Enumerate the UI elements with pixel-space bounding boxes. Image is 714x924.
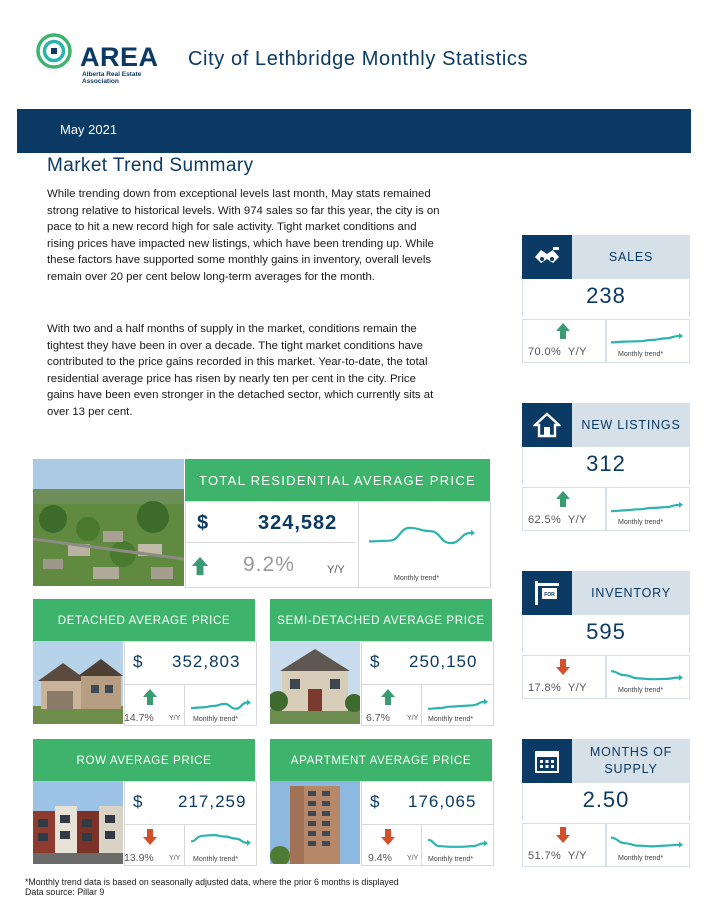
detached-house-photo: [33, 641, 123, 724]
trend-label: Monthly trend*: [618, 519, 664, 526]
trend-line: [611, 336, 679, 342]
trend-label: Monthly trend*: [618, 687, 664, 694]
up-arrow-icon: [192, 556, 208, 576]
trend-arrowhead: [484, 840, 488, 846]
trend-arrowhead: [679, 502, 683, 508]
handshake-icon: [533, 243, 561, 271]
down-arrow-icon: [381, 829, 395, 845]
down-arrow-icon: [556, 659, 570, 675]
trend-arrowhead: [679, 675, 683, 681]
footnote-trend-note: *Monthly trend data is based on seasonally adjusted data, where the prior 6 months is displayed: [25, 877, 399, 887]
trend-line: [428, 702, 484, 709]
logo-subtitle-line2: Association: [82, 78, 119, 85]
currency-symbol: $: [197, 512, 209, 534]
detached-price: 352,803: [172, 652, 241, 671]
apartment-price: 176,065: [408, 792, 477, 811]
trend-arrowhead: [247, 700, 251, 706]
stat-label: SALES: [572, 235, 690, 279]
for-sale-sign-icon: [533, 579, 561, 607]
calendar-icon: [533, 747, 561, 775]
currency-symbol: $: [133, 792, 143, 811]
trend-line: [611, 838, 679, 847]
stat-card-inventory: [522, 571, 690, 699]
semi-detached-house-photo: [270, 641, 360, 724]
currency-symbol: $: [133, 652, 143, 671]
trend-label: Monthly trend*: [193, 716, 239, 723]
trend-label: Monthly trend*: [193, 856, 239, 863]
divider: [186, 542, 356, 543]
trend-arrowhead: [484, 699, 488, 705]
yy-label: Y/Y: [169, 855, 181, 862]
section-title: Market Trend Summary: [47, 155, 254, 176]
new-listings-trend-sparkline: [608, 497, 686, 519]
summary-paragraph-2: With two and a half months of supply in the market, conditions remain the tightest they have been in over a decade. The tight market conditions have contributed to the price gains recorded in this market. Year-to-date, the total residential average price has risen by nearly ten per cent in the city. Price gains have been even stronger in the detached sector, which currently sits at over 13 per cent.: [47, 323, 434, 418]
semi-detached-title: SEMI-DETACHED AVERAGE PRICE: [270, 599, 492, 641]
trend-label: Monthly trend*: [618, 855, 664, 862]
apartment-change: 9.4%: [368, 852, 392, 864]
logo-wordmark: AREA: [80, 42, 159, 72]
stat-change-value: 70.0%: [528, 346, 562, 358]
footnote-data-source: Data source: Pillar 9: [25, 887, 105, 897]
detached-trend-sparkline: [188, 696, 254, 716]
trend-arrowhead: [471, 530, 475, 536]
detached-change: 14.7%: [124, 712, 154, 724]
stat-label: MONTHS OF SUPPLY: [572, 739, 690, 783]
trend-arrowhead: [679, 842, 683, 848]
up-arrow-icon: [556, 323, 570, 339]
row-price: 217,259: [178, 792, 247, 811]
yy-label: Y/Y: [169, 715, 181, 722]
stat-icon-box: [522, 235, 572, 279]
inventory-trend-sparkline: [608, 665, 686, 687]
trend-line: [611, 505, 679, 511]
stat-label: NEW LISTINGS: [572, 403, 690, 447]
sales-trend-sparkline: [608, 329, 686, 351]
up-arrow-icon: [381, 689, 395, 705]
trend-label: Monthly trend*: [428, 856, 474, 863]
report-date: May 2021: [60, 122, 118, 137]
yy-label: Y/Y: [407, 715, 419, 722]
total-residential-title: TOTAL RESIDENTIAL AVERAGE PRICE: [185, 459, 490, 501]
semi-detached-change: 6.7%: [366, 712, 390, 724]
row-trend-sparkline: [188, 830, 254, 850]
summary-paragraph-1: While trending down from exceptional levels last month, May stats remained strong relative to historical levels. With 974 sales so far this year, the city is on pace to hit a new record high for sale activity. Tight market conditions and rising prices have impacted new listings, which have been trending up. While these factors have supported some monthly gains in inventory, overall levels remain over 20 per cent below long-term averages for the month.: [47, 188, 440, 283]
stat-value: 312: [586, 451, 626, 476]
stat-card-months-of-supply: [522, 739, 690, 867]
trend-line: [428, 840, 484, 847]
stat-value: 2.50: [582, 787, 630, 812]
semi-detached-price: 250,150: [409, 652, 478, 671]
semi-detached-trend-sparkline: [425, 696, 491, 716]
stat-label: INVENTORY: [572, 571, 690, 615]
stat-change: [528, 346, 587, 358]
stat-change-value: 62.5%: [528, 514, 562, 526]
total-residential-trend-sparkline: [366, 518, 478, 558]
logo-subtitle: [82, 71, 152, 85]
trend-line: [611, 671, 679, 679]
trend-label: Monthly trend*: [428, 716, 474, 723]
currency-symbol: $: [370, 792, 380, 811]
date-banner: [17, 109, 691, 153]
apartment-trend-sparkline: [425, 834, 491, 854]
trend-label: Monthly trend*: [618, 351, 664, 358]
row-title: ROW AVERAGE PRICE: [33, 739, 255, 781]
trend-line: [191, 835, 247, 843]
logo-subtitle-line1: Alberta Real Estate: [82, 71, 142, 78]
stat-change: [528, 514, 587, 526]
stat-icon-box: [522, 571, 572, 615]
detached-title: DETACHED AVERAGE PRICE: [33, 599, 255, 641]
trend-line: [191, 703, 247, 709]
area-logo-icon: [36, 33, 72, 69]
aerial-neighbourhood-photo: [33, 459, 184, 586]
total-residential-change: 9.2%: [243, 553, 295, 576]
trend-arrowhead: [679, 333, 683, 339]
house-icon: [533, 411, 561, 439]
down-arrow-icon: [556, 827, 570, 843]
currency-symbol: $: [370, 652, 380, 671]
row-change: 13.9%: [124, 852, 154, 864]
stat-yy-label: Y/Y: [567, 346, 587, 358]
trend-arrowhead: [247, 840, 251, 846]
stat-icon-box: [522, 739, 572, 783]
apartment-title: APARTMENT AVERAGE PRICE: [270, 739, 492, 781]
yy-label: Y/Y: [407, 855, 419, 862]
up-arrow-icon: [143, 689, 157, 705]
stat-change-value: 17.8%: [528, 682, 562, 694]
footnote: [25, 877, 399, 897]
trend-label: Monthly trend*: [394, 575, 440, 582]
document-title: City of Lethbridge Monthly Statistics: [188, 48, 529, 70]
total-residential-price: 324,582: [258, 512, 338, 534]
stat-yy-label: Y/Y: [567, 682, 587, 694]
stat-change: [528, 682, 587, 694]
stat-yy-label: Y/Y: [567, 850, 587, 862]
down-arrow-icon: [143, 829, 157, 845]
up-arrow-icon: [556, 491, 570, 507]
trend-line: [369, 528, 471, 543]
stat-value: 595: [586, 619, 626, 644]
months-of-supply-trend-sparkline: [608, 833, 686, 855]
row-house-photo: [33, 781, 123, 864]
stat-icon-box: [522, 403, 572, 447]
stat-card-new-listings: [522, 403, 690, 531]
svg-text:FOR: FOR: [544, 592, 555, 598]
yy-label: Y/Y: [327, 564, 345, 576]
stat-change: [528, 850, 587, 862]
stat-value: 238: [586, 283, 626, 308]
apartment-building-photo: [270, 781, 360, 864]
stat-card-sales: [522, 235, 690, 363]
stat-change-value: 51.7%: [528, 850, 562, 862]
stat-yy-label: Y/Y: [567, 514, 587, 526]
